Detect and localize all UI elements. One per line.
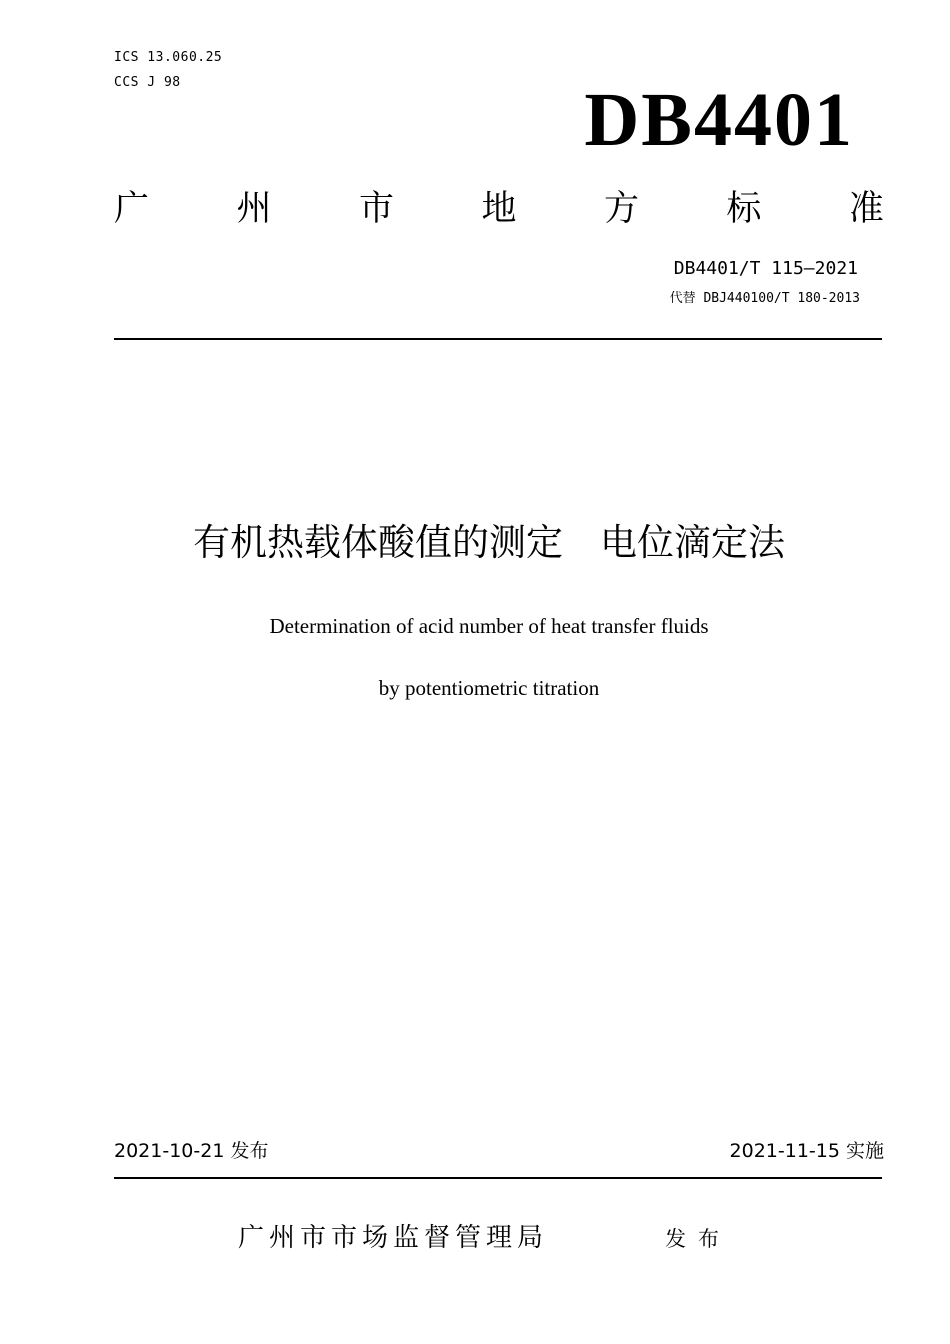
standard-type-char: 方: [603, 189, 639, 229]
standard-type-char: 广: [114, 189, 150, 229]
ics-code: ICS 13.060.25: [114, 50, 223, 65]
document-title-english-line2: by potentiometric titration: [378, 676, 600, 700]
issue-date: 2021-10-21 发布: [114, 1140, 269, 1162]
implementation-date: 2021-11-15 实施: [729, 1140, 884, 1162]
standard-type-heading: [114, 188, 884, 230]
document-title-english-line1: Determination of acid number of heat transfer fluids: [269, 614, 709, 638]
standard-type-char: 市: [358, 189, 394, 229]
standard-type-char: 标: [726, 189, 762, 229]
standard-number: DB4401/T 115—2021: [673, 258, 858, 279]
standard-type-char: 地: [481, 189, 517, 229]
replaces-standard: 代替 DBJ440100/T 180-2013: [669, 291, 860, 306]
issuing-action: 发布: [665, 1227, 731, 1251]
top-divider: [114, 338, 882, 340]
standard-type-char: 准: [848, 189, 884, 229]
issuing-authority: 广州市市场监督管理局: [238, 1223, 549, 1253]
ccs-code: CCS J 98: [114, 75, 181, 90]
standard-logo: DB4401: [584, 78, 854, 162]
bottom-divider: [114, 1177, 882, 1179]
standard-type-char: 州: [236, 189, 272, 229]
document-title-chinese: 有机热载体酸值的测定 电位滴定法: [193, 521, 785, 564]
